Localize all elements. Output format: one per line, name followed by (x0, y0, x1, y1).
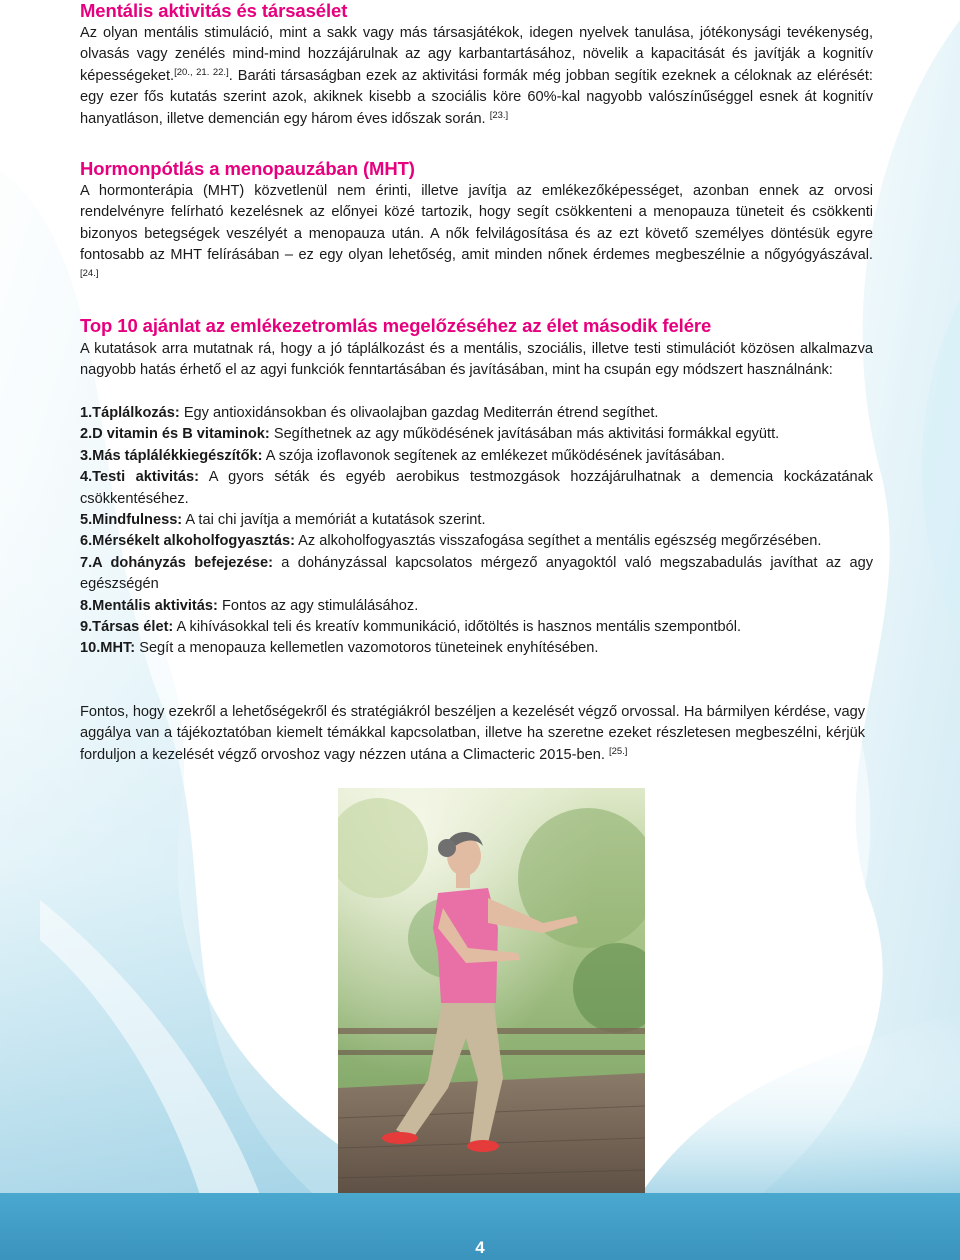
item-text: A kihívásokkal teli és kreatív kommunikáció, időtöltés is hasznos mentális szempontból. (173, 619, 742, 636)
list-item (80, 467, 873, 510)
item-text: Segíthetnek az agy működésének javításában más aktivitási formákkal együtt. (269, 426, 780, 443)
list-item (80, 531, 873, 552)
list-item (80, 553, 873, 596)
heading-mental-activity: Mentális aktivitás és társasélet (80, 0, 348, 21)
item-text: Fontos az agy stimulálásához. (217, 597, 419, 614)
item-number: 4. (80, 469, 93, 486)
paragraph-hormone-therapy (80, 181, 873, 288)
item-label: Testi aktivitás: (92, 469, 199, 486)
item-text: Egy antioxidánsokban és olivaolajban gazdag Mediterrán étrend segíthet. (179, 405, 659, 421)
tai-chi-photo (338, 788, 645, 1196)
page-number: 4 (475, 1238, 485, 1257)
item-label: MHT: (100, 640, 136, 657)
item-text: Segít a menopauza kellemetlen vazomotoros tüneteinek enyhítésében. (135, 640, 599, 657)
item-label: Mentális aktivitás: (92, 597, 218, 614)
item-number: 3. (80, 447, 93, 464)
item-label: Más táplálékkiegészítők: (92, 447, 263, 464)
paragraph-text: Fontos, hogy ezekről a lehetőségekről és stratégiákról beszéljen a kezelését végző orvossal. Ha bármilyen kérdése, vagy aggálya van a tájékoztatóban kiemelt témákkal kapcsolatban, illetve ha szeretne ezeket részletesen megbeszélni, kérjük forduljon a kezelését végző orvoshoz vagy nézzen utána a Climacteric 2015-ben. (80, 704, 865, 763)
item-text: A szója izoflavonok segítenek az emlékezet működésének javításában. (262, 447, 725, 464)
paragraph-text: . Baráti társaságban ezek az aktivitási formák még jobban segítik ezeknek a céloknak az elérését: egy ezer fős kutatás szerint azok, akiknek kisebb a szociális köre 60%-kal nagyobb valószínűséggel esnek át kognitív hanyatláson, illetve demencián egy három éves időszak során. (80, 67, 873, 127)
tai-chi-illustration (338, 788, 645, 1196)
reference-mark: [24.] (80, 267, 99, 279)
item-text: a dohányzással kapcsolatos mérgező anyagoktól való megszabadulás javíthat az agy egészségén (80, 554, 873, 593)
item-label: D vitamin és B vitaminok: (92, 426, 270, 443)
list-item (80, 510, 873, 531)
heading-top10: Top 10 ajánlat az emlékezetromlás megelőzéséhez az élet második felére (80, 315, 712, 336)
item-number: 5. (80, 512, 93, 529)
reference-mark: [25.] (608, 745, 628, 757)
paragraph-closing (80, 702, 865, 766)
item-number: 6. (80, 533, 93, 550)
paragraph-text: A hormonterápia (MHT) közvetlenül nem érinti, illetve javítja az emlékezőképességet, azonban ennek az orvosi rendelvényre felírható kezelésnek az előnyei közé tartozik, hogy segít csökkenteni a menopauza tüneteit és csökkenti bizonyos betegségek veszélyét a menopauza után. A nők felvilágosítása és az ezt követő személyes döntésük egyre fontosabb az MHT felírásában – ez egy olyan lehetőség, amit minden nőnek érdemes megbeszélnie a nőgyógyászával. (80, 183, 873, 264)
item-label: Mérsékelt alkoholfogyasztás: (92, 533, 295, 550)
item-number: 2. (80, 426, 93, 443)
item-label: Mindfulness: (92, 512, 183, 529)
list-item (80, 446, 873, 467)
reference-mark: [20., 21. 22.] (174, 66, 229, 78)
item-number: 10. (80, 640, 101, 657)
reference-mark: [23.] (489, 109, 509, 121)
list-item (80, 638, 873, 659)
item-number: 7. (80, 554, 93, 571)
heading-hormone-therapy: Hormonpótlás a menopauzában (MHT) (80, 158, 415, 179)
item-number: 1. (80, 405, 93, 421)
item-text: A tai chi javítja a memóriát a kutatások szerint. (182, 512, 486, 529)
item-text: A gyors séták és egyéb aerobikus testmozgások hozzájárulhatnak a demencia kockázatának csökkentéséhez. (80, 469, 874, 507)
list-item (80, 403, 873, 424)
list-item (80, 424, 873, 445)
list-item (80, 596, 873, 617)
recommendation-list (80, 403, 873, 660)
item-number: 8. (80, 597, 93, 614)
paragraph-text: Az olyan mentális stimuláció, mint a sakk vagy más társasjátékok, idegen nyelvek tanulása, jótékonysági tevékenység, olvasás vagy zenélés mind-mind hozzájárulnak az agy karbantartásához, növelik a kapacitását és javítják a kognitív képességeket. (80, 25, 873, 84)
list-item (80, 617, 873, 638)
item-label: Táplálkozás: (92, 405, 180, 421)
paragraph-top10-intro: A kutatások arra mutatnak rá, hogy a jó táplálkozást és a mentális, szociális, illetve testi stimulációt közösen alkalmazva nagyobb hatás érhető el az agyi funkciók fenntartásában és javításában, mint ha csupán egy módszert használnánk: (80, 341, 873, 379)
paragraph-mental-activity (80, 23, 873, 130)
item-label: Társas élet: (92, 619, 174, 636)
item-label: A dohányzás befejezése: (92, 554, 273, 571)
item-text: Az alkoholfogyasztás visszafogása segíthet a mentális egészség megőrzésében. (294, 533, 822, 550)
item-number: 9. (80, 619, 93, 636)
